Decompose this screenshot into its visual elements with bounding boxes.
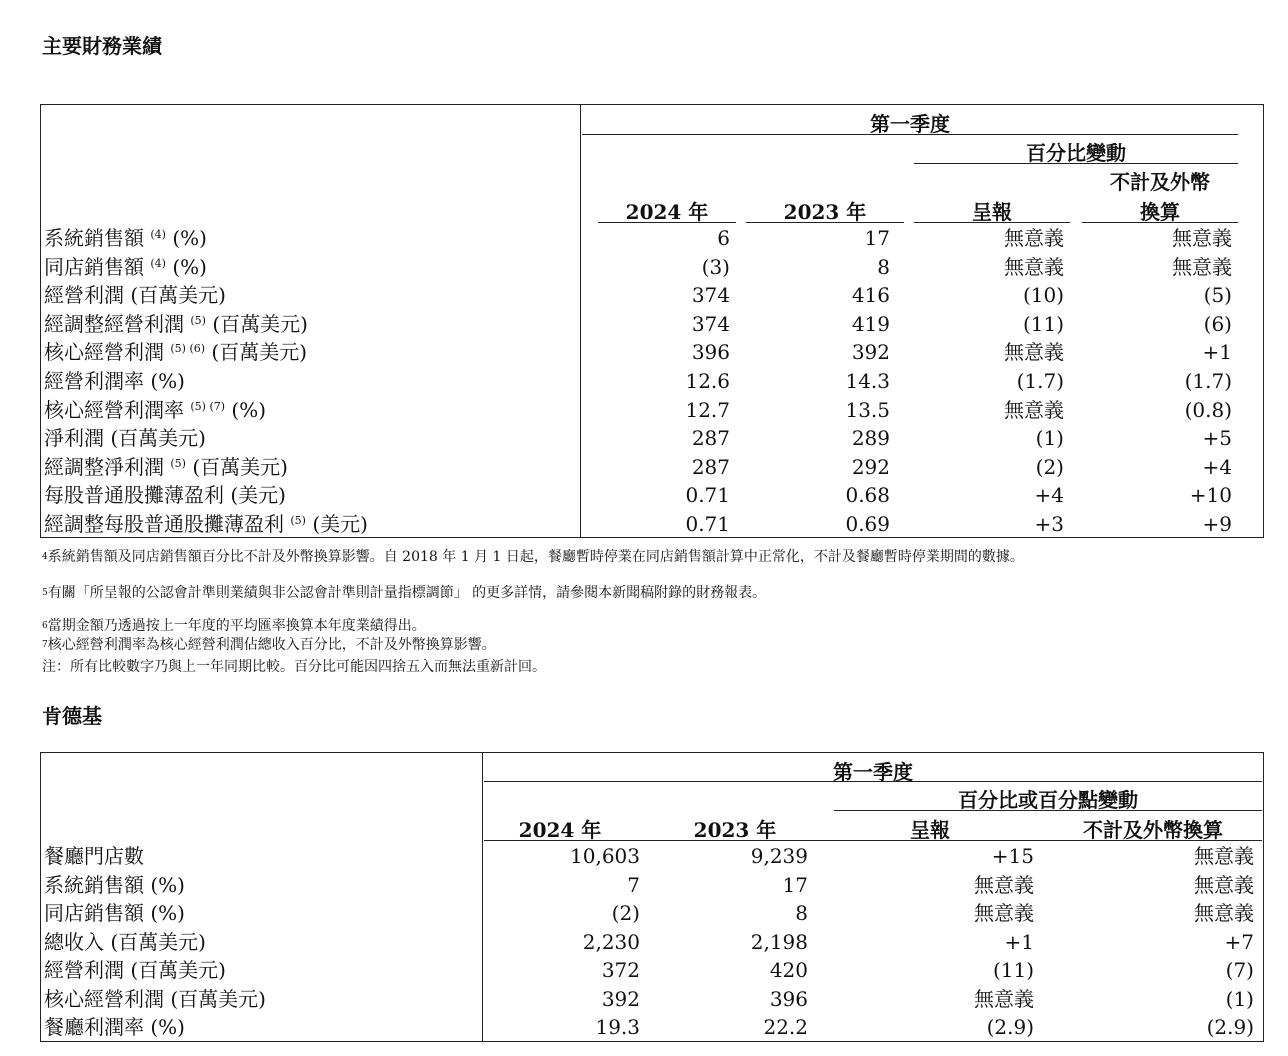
kfc-change-header: 百分比或百分點變動 (958, 788, 1138, 812)
table-row-label: 同店銷售額 (%) (44, 901, 185, 925)
row-label-unit: (%) (172, 226, 207, 250)
row-label-unit: (百萬美元) (211, 340, 307, 365)
row-label-unit: (百萬美元) (192, 454, 288, 479)
value-fx: +10 (1189, 483, 1232, 508)
footnote-ref: (4) (150, 256, 166, 270)
row-label-text: 核心經營利潤 (44, 340, 164, 365)
value-2023: 0.68 (845, 483, 890, 508)
footnote-text: 當期金額乃透過按上一年度的平均匯率換算本年度業績得出。 (47, 618, 426, 634)
value-2024: 2,230 (582, 929, 640, 954)
row-label-unit: (%) (172, 254, 207, 279)
table-row-label (44, 338, 307, 366)
table-row-label (44, 310, 308, 338)
row-label-text: 經營利潤 (44, 283, 124, 308)
value-2024: 0.71 (685, 483, 730, 508)
value-2024: 374 (691, 283, 730, 308)
value-reported: 無意義 (1004, 397, 1064, 422)
row-label-unit: (美元) (312, 512, 368, 536)
value-2024: 19.3 (595, 1015, 640, 1039)
value-2023: 8 (795, 901, 808, 925)
footnote-number: 6 (42, 621, 48, 631)
value-reported: 無意義 (974, 901, 1034, 925)
value-fx: (5) (1203, 283, 1232, 308)
value-2023: 13.5 (845, 397, 890, 422)
value-2023: 0.69 (845, 512, 890, 536)
footnote-text: 系統銷售額及同店銷售額百分比不計及外幣換算影響。自 2018 年 1 月 1 日起，餐廳暫時停業在同店銷售額計算中正常化，不計及餐廳暫時停業期間的數據。 (47, 549, 1024, 565)
section-heading-financial-results: 主要財務業績 (42, 34, 162, 58)
value-2024: 12.7 (685, 397, 730, 422)
table-row-label (44, 510, 368, 538)
value-2023: 289 (851, 426, 890, 451)
value-2024: 10,603 (570, 844, 640, 868)
value-fx: 無意義 (1194, 844, 1254, 868)
value-reported: (1) (1035, 426, 1064, 451)
value-reported: (10) (1022, 283, 1064, 308)
fx-header-line1: 不計及外幣 (1110, 170, 1210, 194)
table-row-label (44, 481, 286, 509)
value-fx: +9 (1202, 512, 1232, 536)
footnote (42, 584, 766, 602)
table-row-label: 餐廳利潤率 (%) (44, 1015, 185, 1039)
row-label-unit: (%) (150, 369, 185, 393)
value-fx: 無意義 (1194, 872, 1254, 897)
value-2024: 372 (601, 958, 640, 982)
value-2023: 22.2 (763, 1015, 808, 1039)
footnote-ref: (5) (190, 313, 206, 327)
value-reported: 無意義 (974, 872, 1034, 897)
row-label-text: 經營利潤率 (44, 369, 144, 393)
footnote-number: 4 (42, 552, 48, 562)
value-2023: 9,239 (750, 844, 808, 868)
value-reported: (2.9) (986, 1015, 1034, 1039)
value-2024: 392 (601, 986, 640, 1011)
footnote-ref: (5) (7) (190, 399, 226, 413)
value-reported: +1 (1004, 929, 1034, 954)
table-row-label: 總收入 (百萬美元) (44, 929, 206, 954)
row-label-unit: (百萬美元) (110, 426, 206, 451)
table-row-label (44, 253, 207, 281)
kfc-col-fx-header: 不計及外幣換算 (1083, 818, 1223, 842)
row-label-text: 經調整經營利潤 (44, 311, 184, 336)
value-reported: (11) (992, 958, 1034, 982)
footnote-ref: (5) (6) (170, 342, 206, 356)
value-2024: 12.6 (685, 369, 730, 393)
value-reported: 無意義 (1004, 226, 1064, 250)
value-2023: 419 (851, 311, 890, 336)
value-2023: 2,198 (750, 929, 808, 954)
value-fx: (2.9) (1206, 1015, 1254, 1039)
value-fx: (1.7) (1184, 369, 1232, 393)
row-label-unit: (百萬美元) (212, 311, 308, 336)
footnote-ref: (5) (290, 514, 306, 527)
table-row-label (44, 424, 206, 452)
value-2023: 292 (851, 454, 890, 479)
row-label-text: 經調整淨利潤 (44, 454, 164, 479)
kfc-col-reported-header: 呈報 (910, 818, 950, 842)
row-label-text: 淨利潤 (44, 426, 104, 451)
table-row-label (44, 224, 207, 252)
footnote-note: 注：所有比較數字乃與上一年同期比較。百分比可能因四捨五入而無法重新計回。 (42, 659, 546, 675)
kfc-col-2024-header: 2024 年 (518, 818, 602, 842)
kfc-label-column-divider (482, 752, 483, 1042)
value-fx: 無意義 (1194, 901, 1254, 925)
value-fx: 無意義 (1172, 226, 1232, 250)
table-row-label (44, 281, 226, 309)
value-2023: 420 (769, 958, 808, 982)
table-row-label (44, 396, 266, 424)
table-row-label (44, 367, 185, 395)
footnote-text: 有關「所呈報的公認會計準則業績與非公認會計準則計量指標調節」 的更多詳情，請參閱本新聞稿附錄的財務報表。 (47, 585, 767, 601)
value-fx: +4 (1202, 454, 1232, 479)
value-reported: 無意義 (1004, 254, 1064, 279)
value-2023: 17 (782, 872, 808, 897)
value-fx: +7 (1224, 929, 1254, 954)
value-reported: 無意義 (1004, 340, 1064, 365)
value-2024: 374 (691, 311, 730, 336)
col-2024-header: 2024 年 (625, 200, 709, 224)
value-2023: 396 (769, 986, 808, 1011)
table-row-label (44, 453, 288, 481)
footnote (42, 548, 1024, 566)
value-reported: +4 (1034, 483, 1064, 508)
footnote-ref: (4) (150, 228, 166, 241)
value-reported: +15 (991, 844, 1034, 868)
footnote-number: 7 (42, 640, 48, 650)
fx-header-line2: 換算 (1140, 200, 1180, 224)
row-label-text: 系統銷售額 (44, 226, 144, 250)
footnote-text: 核心經營利潤率為核心經營利潤佔總收入百分比，不計及外幣換算影響。 (47, 637, 496, 653)
value-2024: 0.71 (685, 512, 730, 536)
change-header: 百分比變動 (1026, 141, 1126, 165)
value-fx: (6) (1203, 311, 1232, 336)
col-2023-header: 2023 年 (783, 200, 867, 224)
value-fx: (0.8) (1184, 397, 1232, 422)
value-2024: (3) (701, 254, 730, 279)
value-2024: 7 (627, 872, 640, 897)
footnote-ref: (5) (170, 456, 186, 470)
value-2023: 8 (877, 254, 890, 279)
row-label-unit: (百萬美元) (130, 283, 226, 308)
period-header: 第一季度 (870, 112, 950, 136)
value-fx: (1) (1225, 986, 1254, 1011)
value-reported: (11) (1022, 311, 1064, 336)
value-2023: 14.3 (845, 369, 890, 393)
value-reported: (2) (1035, 454, 1064, 479)
table-row-label: 核心經營利潤 (百萬美元) (44, 986, 266, 1011)
value-2024: (2) (611, 901, 640, 925)
value-2024: 6 (717, 226, 730, 250)
table-row-label: 系統銷售額 (%) (44, 872, 185, 897)
value-reported: (1.7) (1016, 369, 1064, 393)
row-label-text: 經調整每股普通股攤薄盈利 (44, 512, 284, 536)
table-row-label: 餐廳門店數 (44, 844, 144, 868)
row-label-unit: (%) (231, 397, 266, 422)
value-reported: 無意義 (974, 986, 1034, 1011)
kfc-col-2023-header: 2023 年 (693, 818, 777, 842)
value-fx: +1 (1202, 340, 1232, 365)
row-label-unit: (美元) (230, 483, 286, 508)
footnote (42, 636, 496, 654)
value-2024: 287 (691, 426, 730, 451)
value-reported: +3 (1034, 512, 1064, 536)
table-row-label: 經營利潤 (百萬美元) (44, 958, 226, 982)
value-fx: 無意義 (1172, 254, 1232, 279)
footnote-number: 5 (42, 588, 48, 598)
footnote (42, 617, 426, 635)
value-2023: 416 (851, 283, 890, 308)
value-fx: +5 (1202, 426, 1232, 451)
kfc-period-header: 第一季度 (833, 760, 913, 784)
value-2023: 392 (851, 340, 890, 365)
row-label-text: 每股普通股攤薄盈利 (44, 483, 224, 508)
col-reported-header: 呈報 (972, 200, 1012, 224)
value-fx: (7) (1225, 958, 1254, 982)
value-2024: 287 (691, 454, 730, 479)
section-heading-kfc: 肯德基 (42, 704, 102, 728)
label-column-divider (580, 104, 581, 538)
value-2024: 396 (691, 340, 730, 365)
row-label-text: 核心經營利潤率 (44, 397, 184, 422)
value-2023: 17 (864, 226, 890, 250)
row-label-text: 同店銷售額 (44, 254, 144, 279)
